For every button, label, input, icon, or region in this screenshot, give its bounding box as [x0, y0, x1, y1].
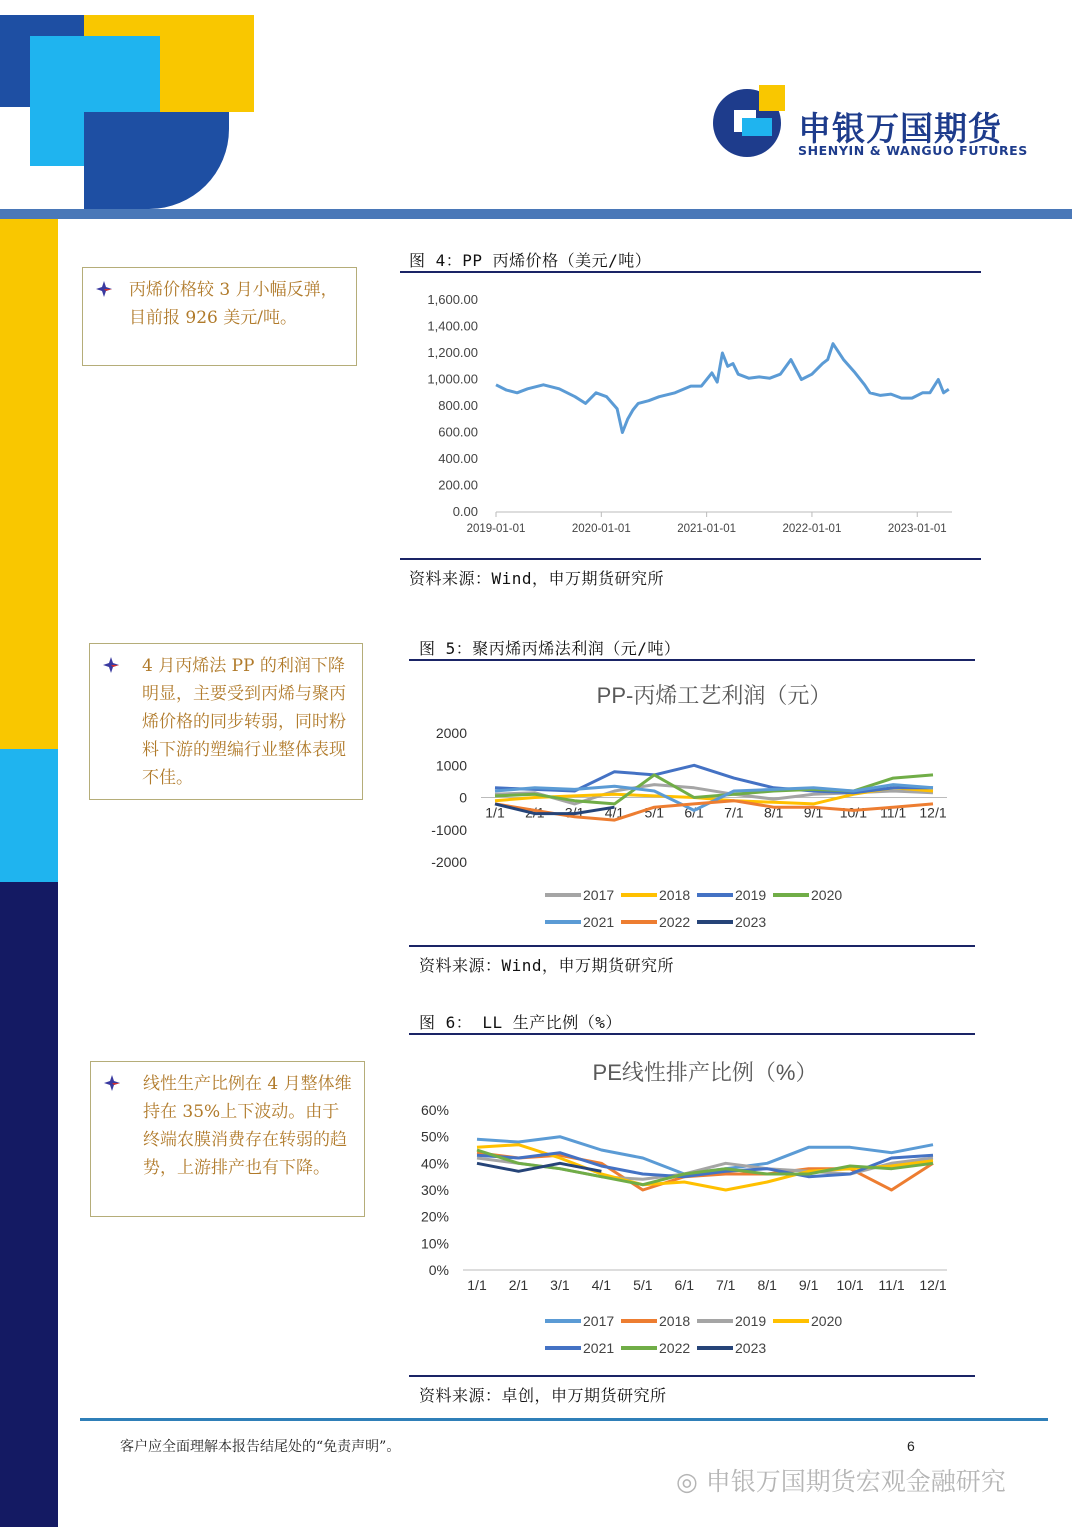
- figure-4-bottom-rule: [400, 558, 981, 560]
- note-text: 4 月丙烯法 PP 的利润下降明显，主要受到丙烯与聚丙烯价格的同步转弱，同时粉料下游的塑编行业整体表现不佳。: [142, 656, 346, 788]
- legend-label-2018: 2018: [659, 887, 691, 903]
- figure-6-source: 资料来源：卓创，申万期货研究所: [419, 1386, 667, 1405]
- chart-propylene-price: [400, 280, 980, 550]
- legend-label-2023: 2023: [735, 914, 767, 930]
- x-tick-label: 8/1: [757, 1277, 777, 1293]
- header-bar: [0, 209, 1072, 219]
- x-tick-label: 2021-01-01: [677, 523, 737, 535]
- y-tick-label: -1000: [431, 821, 467, 838]
- x-tick-label: 5/1: [633, 1277, 653, 1293]
- x-tick-label: 2/1: [525, 804, 545, 821]
- side-stripe-navy: [0, 882, 58, 1527]
- x-tick-label: 2023-01-01: [887, 523, 947, 535]
- y-tick-label: 0.00: [452, 504, 478, 519]
- y-tick-label: 1,400.00: [427, 318, 478, 334]
- y-tick-label: 0: [459, 789, 467, 806]
- bullet-icon: [103, 1074, 121, 1092]
- legend-label-2017: 2017: [583, 887, 615, 903]
- note-text: 丙烯价格较 3 月小幅反弹，目前报 926 美元/吨。: [129, 280, 338, 328]
- note-box-3: [90, 1061, 365, 1217]
- x-tick-label: 7/1: [715, 1277, 736, 1293]
- x-tick-label: 5/1: [644, 804, 665, 821]
- y-tick-label: 1,600.00: [427, 292, 478, 307]
- y-tick-label: 1000: [435, 757, 467, 774]
- legend-label-2019: 2019: [735, 1313, 767, 1329]
- legend-label-2019: 2019: [735, 887, 767, 903]
- x-tick-label: 1/1: [485, 804, 505, 821]
- x-tick-label: 12/1: [919, 804, 947, 821]
- note-text: 线性生产比例在 4 月整体维持在 35%上下波动。由于终端农膜消费存在转弱的趋势，上游排产也有下降。: [143, 1074, 352, 1178]
- x-tick-label: 2020-01-01: [571, 523, 631, 535]
- logo-english-name: SHENYIN & WANGUO FUTURES: [798, 143, 1028, 158]
- x-tick-label: 11/1: [878, 1277, 905, 1293]
- note-box-2: [89, 643, 363, 800]
- watermark-text: 申银万国期货宏观金融研究: [705, 1467, 1006, 1496]
- figure-6-bottom-rule: [409, 1375, 975, 1377]
- y-tick-label: 60%: [420, 1102, 449, 1118]
- figure-6-title: 图 6： LL 生产比例（%）: [419, 1013, 622, 1032]
- legend-label-2017: 2017: [583, 1313, 615, 1329]
- legend-label-2022: 2022: [659, 914, 691, 930]
- y-tick-label: -2000: [431, 854, 467, 870]
- y-tick-label: 600.00: [438, 424, 478, 440]
- y-tick-label: 200.00: [438, 477, 478, 493]
- y-tick-label: 50%: [420, 1128, 449, 1145]
- bullet-icon: [102, 656, 120, 674]
- y-tick-label: 2000: [435, 725, 467, 741]
- x-tick-label: 3/1: [564, 804, 585, 821]
- x-tick-label: 9/1: [803, 804, 824, 821]
- y-tick-label: 1,200.00: [427, 345, 478, 360]
- x-tick-label: 2/1: [508, 1277, 529, 1293]
- y-tick-label: 0%: [428, 1262, 449, 1278]
- x-tick-label: 1/1: [467, 1277, 487, 1293]
- x-tick-label: 6/1: [684, 804, 704, 821]
- x-tick-label: 2022-01-01: [782, 523, 842, 535]
- figure-5-title: 图 5：聚丙烯丙烯法利润（元/吨）: [419, 639, 681, 658]
- chart-title: PP-丙烯工艺利润（元）: [596, 683, 832, 708]
- figure-4-title: 图 4：PP 丙烯价格（美元/吨）: [409, 251, 652, 270]
- x-tick-label: 10/1: [839, 804, 867, 821]
- footer-rule: [80, 1418, 1048, 1421]
- legend-label-2022: 2022: [659, 1340, 691, 1356]
- wechat-icon: ◎: [676, 1467, 698, 1496]
- figure-5-bottom-rule: [409, 945, 975, 947]
- side-stripe-cyan: [0, 749, 58, 882]
- x-tick-label: 6/1: [674, 1277, 695, 1293]
- y-tick-label: 30%: [420, 1182, 449, 1198]
- footer-disclaimer: 客户应全面理解本报告结尾处的“免责声明”。: [120, 1439, 401, 1455]
- x-tick-label: 4/1: [604, 804, 625, 821]
- x-tick-label: 4/1: [591, 1277, 612, 1293]
- series-line-2022: [495, 801, 933, 820]
- y-tick-label: 40%: [420, 1155, 449, 1172]
- y-tick-label: 10%: [420, 1235, 449, 1252]
- figure-4-top-rule: [400, 271, 981, 273]
- note-box-1: [82, 267, 357, 366]
- y-tick-label: 1,000.00: [427, 371, 478, 387]
- wechat-watermark: [676, 1462, 1006, 1498]
- x-tick-label: 9/1: [798, 1277, 819, 1293]
- legend-label-2020: 2020: [811, 887, 843, 903]
- figure-6-top-rule: [409, 1033, 975, 1035]
- chart-pe-linear-ratio: [409, 1040, 975, 1370]
- logo-chinese-name: 申银万国期货: [798, 109, 1002, 148]
- chart-pp-profit: [409, 665, 975, 940]
- x-tick-label: 3/1: [550, 1277, 570, 1293]
- y-tick-label: 800.00: [438, 398, 478, 413]
- x-tick-label: 2019-01-01: [466, 523, 526, 535]
- figure-4-source: 资料来源：Wind，申万期货研究所: [409, 569, 665, 588]
- chart-title: PE线性排产比例（%）: [592, 1060, 818, 1085]
- legend-label-2020: 2020: [811, 1313, 843, 1329]
- series-line-propylene: [496, 344, 949, 433]
- x-tick-label: 11/1: [880, 804, 907, 821]
- page-number: 6: [907, 1438, 915, 1454]
- legend-label-2018: 2018: [659, 1313, 691, 1329]
- x-tick-label: 7/1: [724, 804, 744, 821]
- x-tick-label: 10/1: [836, 1277, 864, 1293]
- legend-label-2021: 2021: [583, 1340, 615, 1356]
- y-tick-label: 20%: [420, 1208, 449, 1225]
- side-stripe-yellow: [0, 219, 58, 749]
- bullet-icon: [95, 280, 113, 298]
- legend-label-2021: 2021: [583, 914, 615, 930]
- legend-label-2023: 2023: [735, 1340, 767, 1356]
- x-tick-label: 12/1: [919, 1277, 947, 1293]
- figure-5-source: 资料来源：Wind，申万期货研究所: [419, 956, 675, 975]
- x-tick-label: 8/1: [763, 804, 784, 821]
- figure-5-top-rule: [409, 659, 975, 661]
- y-tick-label: 400.00: [438, 451, 478, 466]
